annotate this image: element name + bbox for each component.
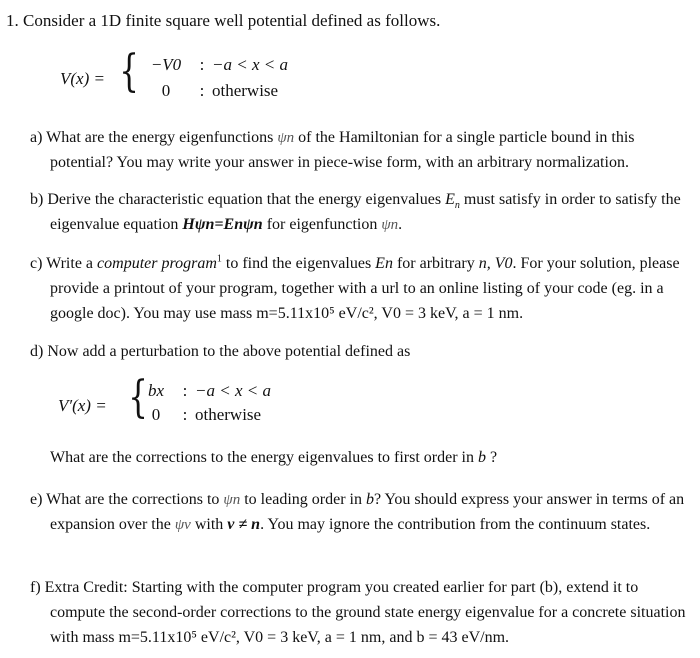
part-e-text-mid2: ? You should express your answer in terms of an expansion over the: [50, 491, 685, 533]
row1-value: −V0: [150, 55, 182, 74]
part-b-period: .: [398, 215, 403, 233]
eigenvalue-symbol: E: [445, 191, 455, 208]
row1-separator: :: [182, 381, 188, 400]
psi-nu-symbol: ψν: [174, 516, 191, 533]
eigenvalue-subscript: n: [454, 200, 460, 212]
row2-value: 0: [161, 81, 171, 100]
nu-not-equal-n: ν ≠ n: [227, 515, 261, 533]
part-b-text-pre: b) Derive the characteristic equation that the energy eigenvalues: [30, 191, 446, 208]
part-a-text-post: of the Hamiltonian for a single particle bound in this potential? You may write your answer in piece-wise form, with an arbitrary normalization.: [50, 129, 635, 171]
row2-separator: :: [199, 81, 205, 100]
row2-value: 0: [151, 405, 161, 424]
b-symbol: b: [477, 449, 486, 466]
n-v0-symbols: n, V0: [478, 255, 513, 272]
part-e-text-mid3: with: [190, 515, 228, 533]
part-b: [30, 188, 695, 238]
row1-condition: −a < x < a: [212, 55, 288, 74]
equation-row-inside: [137, 378, 271, 404]
footnote-marker: 1: [216, 253, 222, 265]
part-c-text-mid: to find the eigenvalues: [221, 255, 376, 272]
part-c-text-post: . For your solution, please provide a printout of your program, together with a url to an online listing of your code (eg. in a google doc). You may use mass: [50, 255, 680, 322]
equation-brace: {: [128, 372, 148, 423]
row2-condition: otherwise: [212, 81, 279, 100]
part-e-text-pre: e) What are the corrections to: [30, 491, 224, 508]
row1-separator: :: [199, 55, 205, 74]
part-e-text-mid: to leading order in: [240, 491, 366, 508]
mass-parameters: m=5.11x10⁵ eV/c², V0 = 3 keV, a = 1 nm.: [256, 304, 524, 322]
part-d-text: d) Now add a perturbation to the above potential defined as: [30, 343, 411, 360]
part-a-text-pre: a) What are the energy eigenfunctions: [30, 129, 278, 146]
computer-program-emphasis: computer program: [97, 255, 217, 272]
problem-title: 1. Consider a 1D finite square well potential defined as follows.: [6, 11, 441, 30]
row1-condition: −a < x < a: [195, 381, 271, 400]
eigenvalue-equation: Hψn=Enψn: [182, 215, 263, 233]
psi-n-symbol: ψn: [381, 216, 399, 233]
equation-brace: {: [119, 46, 139, 97]
part-a: [30, 126, 695, 176]
part-d: [30, 340, 695, 365]
eigenvalue-symbol: En: [375, 255, 393, 272]
part-f: [30, 576, 695, 650]
equation-row-otherwise: [137, 402, 261, 428]
part-d-question-pre: What are the corrections to the energy eigenvalues to first order in: [50, 449, 478, 466]
b-symbol: b: [365, 491, 374, 508]
equation-lhs: V′(x) =: [58, 396, 107, 415]
row2-separator: :: [182, 405, 188, 424]
row2-condition: otherwise: [195, 405, 262, 424]
equation-lhs: V(x) =: [60, 69, 105, 88]
extra-credit-parameters: m=5.11x10⁵ eV/c², V0 = 3 keV, a = 1 nm, and b = 43 eV/nm.: [118, 628, 510, 646]
part-c-text-pre: c) Write a: [30, 255, 98, 272]
part-e-text-post: . You may ignore the contribution from the continuum states.: [260, 515, 651, 533]
part-d-question-post: ?: [485, 449, 498, 466]
part-e: [30, 488, 695, 538]
equation-row-inside: [140, 52, 288, 78]
psi-n-symbol: ψn: [223, 492, 241, 508]
part-f-text-pre: f) Extra Credit: Starting with the computer program you created earlier for part (b), extend it to compute the second-order corrections to the ground state energy eigenvalue for a concrete situation with mass: [30, 579, 686, 646]
part-b-text-mid: must satisfy in order to satisfy the eigenvalue equation: [50, 191, 681, 233]
part-c-text-mid2: for arbitrary: [392, 255, 479, 272]
row1-value: bx: [147, 381, 165, 400]
part-c: [30, 252, 695, 326]
part-b-text-post: for eigenfunction: [262, 215, 382, 233]
equation-row-otherwise: [140, 78, 278, 104]
psi-n-symbol: ψn: [277, 130, 295, 146]
part-d-question: [50, 446, 497, 471]
